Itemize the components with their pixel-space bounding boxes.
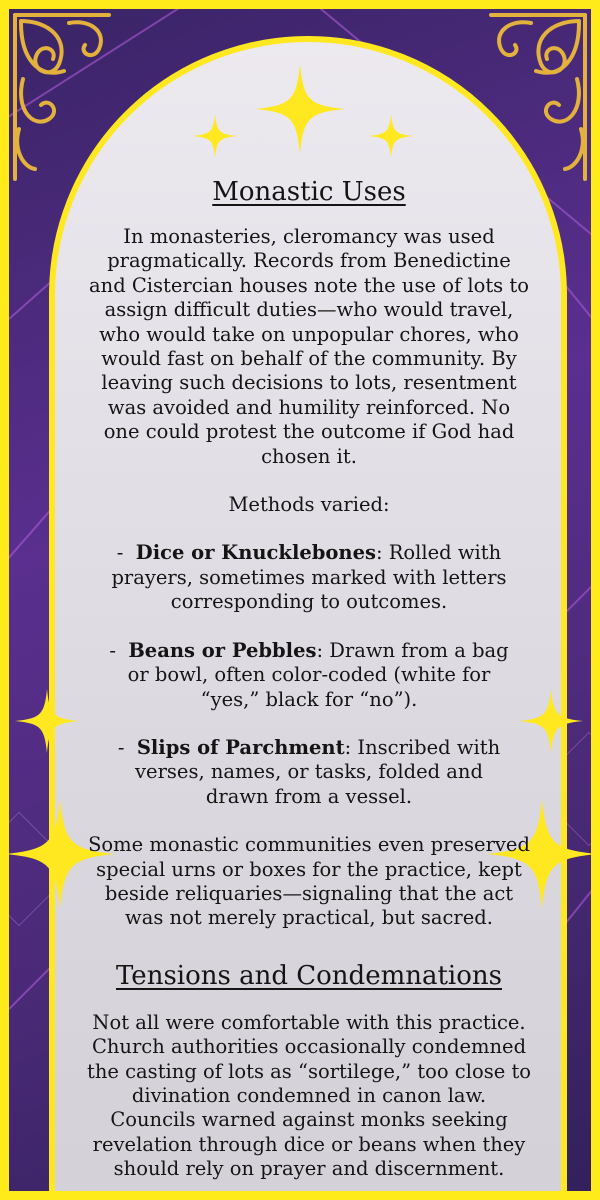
sparkle-left-upper-icon xyxy=(15,689,79,753)
section-heading-monastic-uses: Monastic Uses xyxy=(212,177,406,207)
method-item xyxy=(87,541,531,614)
method-description: : Drawn from a bag or bowl, often color-coded (white for “yes,” black for “no”). xyxy=(127,638,509,711)
section-heading-tensions: Tensions and Condemnations xyxy=(115,960,502,991)
sparkle-small-right-icon xyxy=(369,114,413,158)
method-item xyxy=(87,639,531,712)
tensions-paragraph: Not all were comfortable with this practice. Church authorities occasionally condemned the casting of lots as “sortilege,” too close to divination condemned in canon law. Councils warned against monks seeking revelation through dice or beans when they should rely on prayer and discernment. xyxy=(87,1010,532,1181)
methods-intro: Methods varied: xyxy=(228,493,390,517)
method-description: : Inscribed with verses, names, or tasks, folded and drawn from a vessel. xyxy=(135,735,501,808)
intro-paragraph: In monasteries, cleromancy was used pragmatically. Records from Benedictine and Cistercian houses note the use of lots to assign difficult duties—who would travel, who would take on unpopular chores, who would fast on behalf of the community. By leaving such decisions to lots, resentment was avoided and humility reinforced. No one could protest the outcome if God had chosen it. xyxy=(89,225,529,468)
list-bullet: - xyxy=(116,541,124,565)
closing-paragraph: Some monastic communities even preserved special urns or boxes for the practice, kept beside reliquaries—signaling that the act was not merely practical, but sacred. xyxy=(88,833,530,930)
sparkle-large-icon xyxy=(255,64,345,154)
sparkle-small-left-icon xyxy=(193,114,237,158)
method-description: : Rolled with prayers, sometimes marked with letters corresponding to outcomes. xyxy=(111,541,507,614)
method-item xyxy=(87,736,531,809)
method-term: Beans or Pebbles xyxy=(128,638,317,662)
list-bullet: - xyxy=(117,735,125,759)
article-content xyxy=(87,177,531,1182)
method-term: Slips of Parchment xyxy=(136,735,345,759)
method-term: Dice or Knucklebones xyxy=(135,541,376,565)
list-bullet: - xyxy=(109,638,116,662)
